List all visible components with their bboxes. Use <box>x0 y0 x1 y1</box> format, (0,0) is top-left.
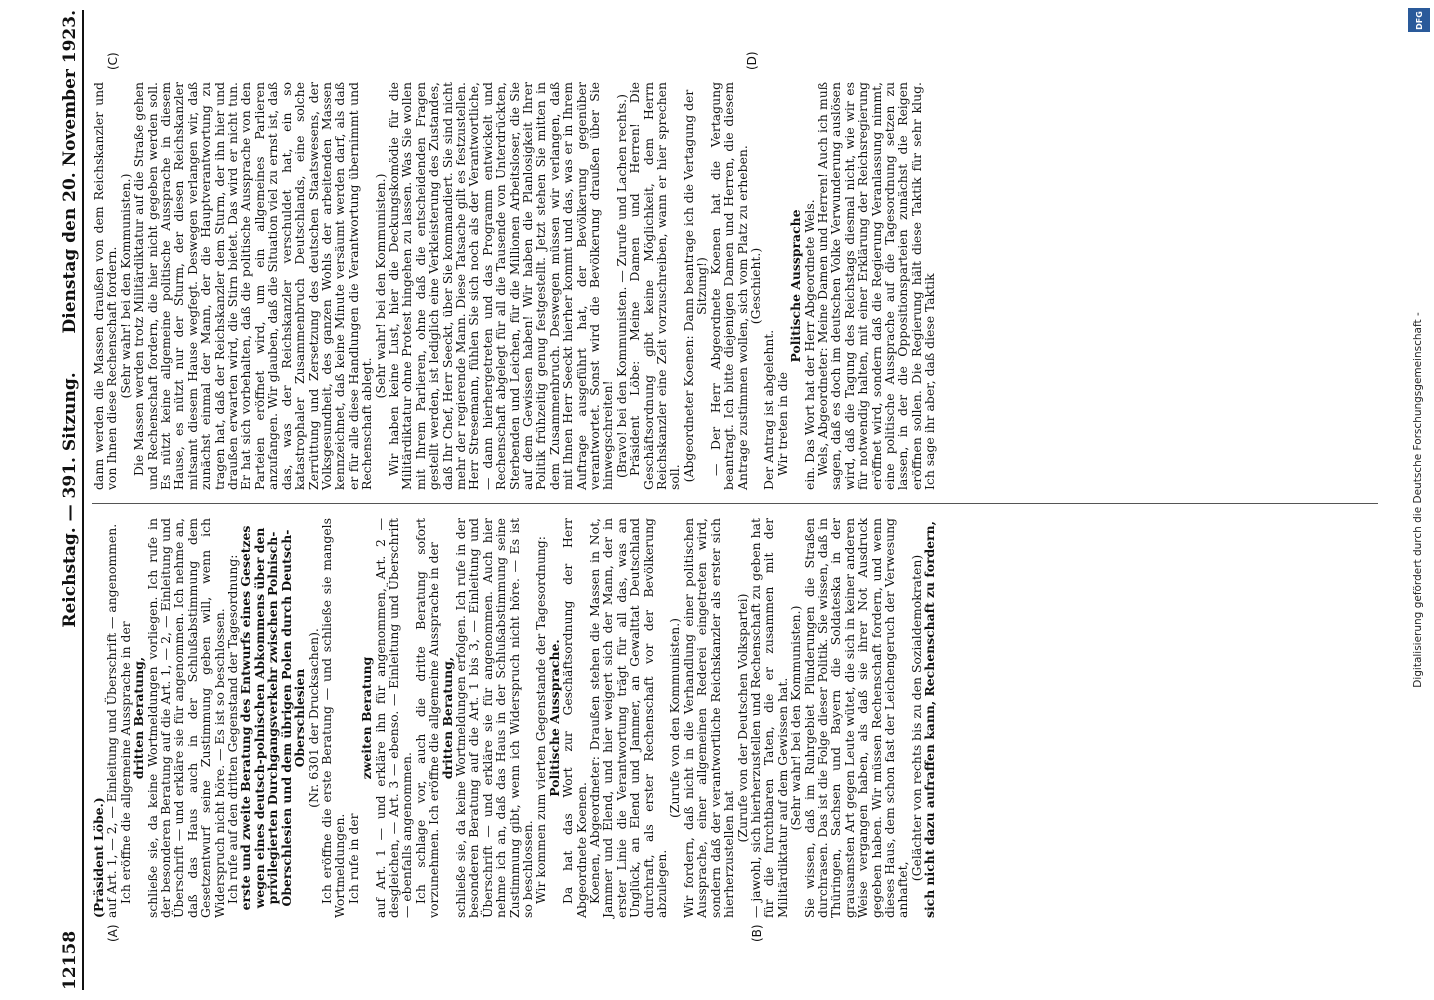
margin-marker-d: (D) <box>745 51 759 70</box>
paragraph: Wir treten in die <box>774 372 790 476</box>
speech-paragraph: Sie wissen, daß im Ruhrgebiet Plünderungen die Straßen durchrasen. Das ist die Folge dieser Politik. Sie wissen, daß in Thüringen, Sachsen und Bayern die Soldateska in der grausamsten Art gegen Leute wütet, die sich in keiner anderen Weise vergangen haben, als daß sie ihrer Not Ausdruck gegeben haben. Wir müssen Rechenschaft fordern, und wenn dieses Haus, dem schon fast der Leichengeruch der Verwesung anhaftet, <box>801 518 911 918</box>
speech-paragraph: Wels, Abgeordneter: Meine Damen und Herren! Auch ich muß sagen, daß es doch im deutschen Volke Verwunderung auslösen wird, daß die Tagung des Reichstags diesmal nicht, wie wir es für notwendig halten, mit einer Erklärung der Reichsregierung eröffnet wird, sondern daß die Regierung Veranlassung nimmt, eine politische Aussprache auf die Tagesordnung setzen zu lassen, in der die Oppositionsparteien zunächst die Reigen eröffnen sollen. Die Regierung hält diese Taktik für sehr klug. Ich sage ihr aber, daß diese Taktik <box>814 82 938 490</box>
section-heading: zweiten Beratung <box>359 656 375 780</box>
paragraph: Ich rufe in der <box>345 813 361 904</box>
speech-paragraph: Die Massen werden trotz Militärdiktatur auf die Straße gehen und Rechenschaft fordern, die hier nicht gegeben werden soll. Es nützt keine allgemeine politische Aussprache in diesem Hause, es nützt nur der Sturm, der diesen Reichskanzler mitsamt diesem Hause wegfegt. Deswegen verlangen wir, daß zunächst einmal der Mann, der die Hauptverantwortung zu tragen hat, daß der Reichskanzler dem Sturm, der ihn hier und draußen erwarten wird, die Stirn bietet. Das wird er nicht tun. Er hat sich vorbehalten, daß die politische Aussprache von den Parteien eröffnet wird, um ein allgemeines Parlieren anzufangen. Wir glauben, daß die Situation viel zu ernst ist, daß das, was der Reichskanzler verschuldet hat, ein so katastrophaler Zusammenbruch Deutschlands, eine solche Zerrüttung und Zersetzung des deutschen Staatswesens, der Volksgesundheit, des ganzen Wohls der arbeitenden Massen kennzeichnet, daß keine Minute versäumt werden darf, als daß er für alle diese Handlungen die Verantwortung übernimmt und Rechenschaft ablegt. <box>131 82 375 490</box>
section-heading: Politische Aussprache. <box>546 639 562 797</box>
session-date: Dienstag den 20. November 1923. <box>60 10 80 334</box>
paragraph: Ich eröffne die erste Beratung — und schließe sie mangels Wortmeldungen. <box>318 518 348 918</box>
speech-paragraph: Präsident Löbe: Meine Damen und Herren! Die Geschäftsordnung gibt keine Möglichkeit, dem Herrn Reichskanzler eine Zeit vorzuschreiben, wann er hier sprechen soll. <box>627 82 683 490</box>
digitization-sidebar <box>1404 0 1432 1000</box>
left-column <box>92 518 937 918</box>
margin-marker-b: (B) <box>750 924 764 942</box>
speech-paragraph: Wir fordern, daß nicht in die Verhandlung einer politischen Aussprache, einer allgemeinen Rederei eingetreten wird, sondern daß der verantwortliche Reichskanzler als erster sich hierherzustellen hat <box>680 518 737 918</box>
paragraph: Ich eröffne die allgemeine Aussprache in der <box>117 621 133 904</box>
speech-paragraph: Koenen, Abgeordneter: Draußen stehen die Massen in Not, Jammer und Elend, und hier weigert sich der Mann, der in erster Linie die Verantwortung trägt für all das, was an Unglück, an Elend und Jammer, an Gewalttat Deutschland durchraft, als erster Rechenschaft vor der Bevölkerung abzulegen. <box>587 518 670 918</box>
page-header <box>58 10 84 990</box>
speech-paragraph: — jawohl, sich hierherzustellen und Rechenschaft zu geben hat für die furchtbaren Taten, die er zusammen mit der Militärdiktatur auf dem Gewissen hat. <box>747 518 790 918</box>
interjection: (Sehr wahr! bei den Kommunisten.) <box>372 173 388 399</box>
interjection: (Zurufe von der Deutschen Volkspartei) <box>734 593 750 843</box>
interjection: (Geschieht.) <box>747 247 763 325</box>
interjection: (Zurufe von den Kommunisten.) <box>667 618 683 818</box>
right-column <box>92 82 937 490</box>
paragraph: auf Art. 1, — 2, — Einleitung und Überschrift — angenommen. <box>104 523 120 918</box>
digitization-credit: Digitalisierung gefördert durch die Deutsche Forschungsgemeinschaft - <box>1412 312 1424 688</box>
paragraph: schließe sie, da keine Wortmeldungen erfolgen. Ich rufe in der besonderen Beratung auf die Art. 1 bis 3, — Einleitung und Überschrift — und erkläre sie für angenommen. Auch hier nehme ich an, daß das Haus in der Schlußabstimmung seine Zustimmung gibt, wenn ich Widerspruch nicht höre. — Es ist so beschlossen. <box>452 518 535 918</box>
paragraph: schließe sie, da keine Wortmeldungen vorliegen. Ich rufe in der besonderen Beratung auf die Art. 1, — 2, — Einleitung und Überschrift — und erkläre sie für angenommen. Ich nehme an, daß das Haus auch in der Schlußabstimmung dem Gesetzentwurf seine Zustimmung geben will, wenn ich Widerspruch nicht höre. — Es ist so beschlossen. <box>144 518 227 918</box>
session-title: Reichstag. — 391. Sitzung. <box>60 372 80 628</box>
paragraph: Da hat das Wort zur Geschäftsordnung der Herr Abgeordnete Koenen. <box>560 518 589 918</box>
speech-paragraph: sich nicht dazu aufraffen kann, Rechenschaft zu fordern, <box>922 521 938 918</box>
speech-paragraph: — Der Herr Abgeordnete Koenen hat die Vertagung beantragt. Ich bitte diejenigen Damen und Herren, die diesem Antrage zustimmen wollen, sich vom Platz zu erheben. <box>707 82 750 490</box>
section-heading: dritten Beratung, <box>439 656 455 780</box>
speech-paragraph: Wir haben keine Lust, hier die Deckungskomödie für die Militärdiktatur ohne Protest hingehen zu lassen. Was Sie wollen mit Ihrem Parlieren, ohne daß die entscheidenden Fragen gestellt werden, ist lediglich eine Verkleisterung des Zustandes, daß Ihr Chef, Herr Seeckt, über Sie kommandiert. Sie sind nicht mehr der regierende Mann. Diese Tatsache gilt es festzustellen. Herr Stresemann, fühlen Sie sich noch als der Verantwortliche, — dann hierhergetreten und das Programm entwickelt und Rechenschaft abgelegt für all die Tausende von Unterdrückten, Sterbenden und Leichen, für die Millionen Arbeitsloser, die Sie auf dem Gewissen haben! Wir haben die Planlosigkeit Ihrer Politik frühzeitig genug festgestellt. Jetzt stehen Sie mitten in dem Zusammenbruch. Deswegen müssen wir verlangen, daß mit Ihnen Herr Seeckt hierher kommt und das, was er in Ihrem Auftrage ausgeführt hat, der Bevölkerung gegenüber verantwortet. Sonst wird die Bevölkerung draußen über Sie hinwegschreiten! <box>385 82 616 490</box>
paragraph: Wir kommen zum vierten Gegenstande der Tagesordnung: <box>533 536 549 904</box>
interjection: (Sehr wahr! bei den Kommunisten.) <box>788 605 804 831</box>
margin-marker-a: (A) <box>106 924 120 942</box>
margin-marker-c: (C) <box>106 52 120 70</box>
paragraph: Ich schlage vor, auch die dritte Beratung sofort vorzunehmen. Ich eröffne die allgemeine Aussprache in der <box>412 518 442 918</box>
interjection: (Gelächter von rechts bis zu den Sozialdemokraten) <box>908 554 924 882</box>
page-number: 12158 <box>60 930 80 990</box>
section-heading: Politische Aussprache <box>788 209 804 363</box>
section-heading: dritten Beratung, <box>131 656 147 780</box>
paragraph: ein. Das Wort hat der Herr Abgeordnete Wels. <box>801 199 817 490</box>
interjection: (Sehr wahr! bei den Kommunisten.) <box>117 173 133 399</box>
document-reference: (Nr. 6301 der Drucksachen). <box>305 628 321 808</box>
interjection: (Abgeordneter Koenen: Dann beantrage ich die Vertagung der Sitzung!) <box>680 89 710 483</box>
paragraph: Der Antrag ist abgelehnt. <box>761 329 777 490</box>
paragraph: auf Art. 1 — und erkläre ihn für angenommen, Art. 2 — desgleichen, — Art. 3 — ebenso. — Einleitung und Überschrift — ebenfalls angenommen. <box>372 518 415 918</box>
speech-paragraph: dann werden die Massen draußen von dem Reichskanzler und von Ihnen diese Rechenschaft fordern. <box>91 82 120 490</box>
column-divider <box>92 503 1378 504</box>
interjection: (Bravo! bei den Kommunisten. — Zurufe und Lachen rechts.) <box>613 94 629 478</box>
dfg-logo: DFG <box>1408 8 1430 32</box>
speaker-label: (Präsident Löbe.) <box>91 797 106 918</box>
agenda-heading: erste und zweite Beratung des Entwurfs eines Gesetzes wegen eines deutsch-polnischen Abkommens über den privilegierten Durchgangsverkehr zwischen Polnisch-Oberschlesien und dem übrigen Polen durch Deutsch-Oberschlesien <box>238 525 308 911</box>
paragraph: Ich rufe auf den dritten Gegenstand der Tagesordnung: <box>225 554 241 904</box>
